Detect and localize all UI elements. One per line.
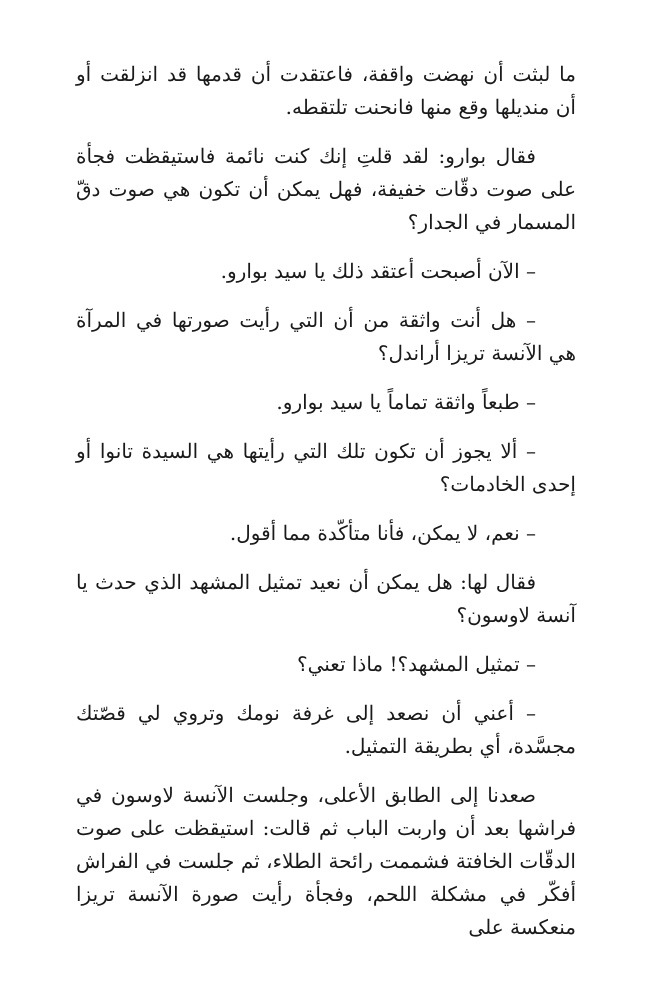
dialogue-line: – الآن أصبحت أعتقد ذلك يا سيد بوارو. xyxy=(220,259,536,283)
paragraph: فقال لها: هل يمكن أن نعيد تمثيل المشهد الذي حدث يا آنسة لاوسون؟ xyxy=(76,570,576,627)
document-page xyxy=(76,58,576,960)
dialogue-line: – أعني أن نصعد إلى غرفة نومك وتروي لي قصّتك مجسَّدة، أي بطريقة التمثيل. xyxy=(76,701,576,758)
dialogue-line: – نعم، لا يمكن، فأنا متأكّدة مما أقول. xyxy=(229,521,536,545)
dialogue-line: – طبعاً واثقة تماماً يا سيد بوارو. xyxy=(276,390,536,414)
paragraph: فقال بوارو: لقد قلتِ إنك كنت نائمة فاستيقظت فجأة على صوت دقّات خفيفة، فهل يمكن أن تكون هي صوت دقّ المسمار في الجدار؟ xyxy=(76,144,576,234)
dialogue-line: – ألا يجوز أن تكون تلك التي رأيتها هي السيدة تانوا أو إحدى الخادمات؟ xyxy=(76,439,576,496)
dialogue-line: – تمثيل المشهد؟! ماذا تعني؟ xyxy=(296,652,536,676)
paragraph: صعدنا إلى الطابق الأعلى، وجلست الآنسة لاوسون في فراشها بعد أن واربت الباب ثم قالت: استيقظت على صوت الدقّات الخافتة فشممت رائحة الطلاء، ثم جلست في الفراش أفكّر في مشكلة اللحم، وفجأة رأيت صورة الآنسة تريزا منعكسة على xyxy=(76,783,576,939)
paragraph: ما لبثت أن نهضت واقفة، فاعتقدت أن قدمها قد انزلقت أو أن منديلها وقع منها فانحنت تلتقطه. xyxy=(76,62,576,119)
dialogue-line: – هل أنت واثقة من أن التي رأيت صورتها في المرآة هي الآنسة تريزا أراندل؟ xyxy=(76,308,576,365)
